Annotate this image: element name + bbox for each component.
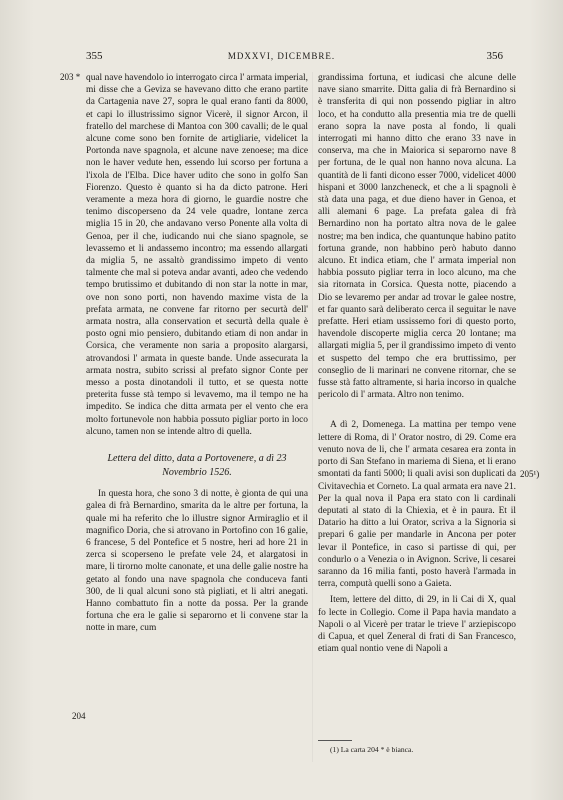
page-header (0, 50, 563, 68)
margin-folio-205: 205¹) (520, 469, 540, 479)
margin-folio-203: 203 * (60, 72, 81, 82)
footnote-rule (318, 740, 352, 741)
right-paragraph-3: Item, lettere del ditto, di 29, in li Cai di X, qual fo lecte in Collegio. Come il Papa havia mandato a Napoli o al Vicerè per tratar le trieve l' arziepiscopo di Capua, et quel Zeneral di frati di San Francesco, etiam qual nontio vene di Napoli a (318, 595, 516, 655)
running-title: MDXXVI, DICEMBRE. (227, 51, 336, 61)
page-number-right: 356 (486, 50, 503, 62)
left-paragraph-2: In questa hora, che sono 3 di notte, è gionta de qui una galea di frà Bernardino, smarita da le altre per fortuna, la quale mi ha referito che lo illustre signor Armiraglio et il magnifico Doria, che si atrovano in Portofino con 16 galie, 6 francese, 5 del Pontefice et 5 nostre, heri ad hore 21 in zerca si scoperseno le prefate vele 24, et alargatosi in mare, li tirorno molte canonate, et una delle galie nostre ha getato al fondo una nave spagnola che conduceva fanti 300, de li qual alcuni sono stà pigliati, et li altri anegati. Hanno combattuto fin a notte da possa. Per la grande fortuna che era le galie si separorno et li convene star la notte in mare, cum (86, 489, 308, 634)
footnote: (1) La carta 204 * è bianca. (330, 745, 414, 754)
letter-heading: Lettera del ditto, data a Portovenere, a dì 23 Novembrio 1526. (107, 453, 287, 479)
page-number-left: 355 (86, 50, 103, 62)
column-divider (312, 72, 313, 762)
margin-folio-204: 204 (72, 711, 86, 721)
right-column (318, 72, 516, 655)
right-paragraph-1: grandissima fortuna, et iudicasi che alcune delle nave siano smarrite. Ditta galia di frà Bernardino si è transferita di qui non possendo pigliar in altro loco, et ha condutto alla presentia mia tre de quelli erano sopra la nave posta al fondo, li quali interrogati mi hanno ditto che erano 33 nave in conserva, ma che in Maiorica si separorno nave 8 per fortuna, de le qual non hanno nova alcuna. La quantità de li fanti dicono esser 7000, videlicet 4000 hispani et 3000 lanzcheneck, et che a li spagnoli è stà data una paga, et due dieno haver in Genoa, et alli alemani 6 page. La prefata galea di frà Bernardino non ha portato altra nova de le galee nostre; ma ben indica, che quantunque habino patito fortuna grande, non habbino però habuto danno alcuno. Et indica etiam, che l' armata imperial non habbia possuto pigliar terra in loco alcuno, ma che sia ritornata in Corsica. Questa notte, piacendo a Dio se levaremo per andar ad trovar le galee nostre, et far quanto sarà deliberato cerca il seguitar le nave prefatte. Heri etiam ussissemo fori di questo porto, havendole discoperte miglia cerca 20 lontane; ma allargati miglia 5, per il grandissimo impeto di vento et suspetto del tempo che era bruttissimo, per conseglio de li marinari ne convene ritornar, che se fusse stà fatto altramente, si haria incorso in qualche pericolo di l' armata. Altro non tenimo. (318, 73, 516, 401)
left-column (86, 72, 308, 635)
right-paragraph-2: A dì 2, Domenega. La mattina per tempo vene lettere di Roma, di l' Orator nostro, di 29. Come era venuto nova de li, che l' armata cesarea era zonta in porto di San Stefano in mariema di Siena, et li erano smontati da fanti 5000; li quali avisi son duplicati da Civitavechia et Corneto. La qual armata era nave 21. Per la qual nova il Papa era stato con li cardinali deputati al stato di la Chiexia, et è in paura. Et il Datario ha ditto a lui Orator, scriva a la Signoria si prepari 6 galie per mandarle in Ancona per poter levar il Pontefice, in caso si partisse di qui, per condurlo o a Venezia o in Avignon. Scrive, li cesarei saranno da 16 milia fanti, posto haverà l'armada in terra, computà quelli sono a Gaieta. (318, 420, 516, 590)
left-paragraph-1: qual nave havendolo io interrogato circa l' armata imperial, mi disse che a Geviza se havevano ditto che erano partite da Cartagenia nave 27, sopra le qual erano fanti da 8000, et capi lo illustrissimo signor Vicerè, il signor Arcon, il fratello del marchese di Mantoa con 300 cavalli; de le qual alcune come sono ben fornite de artigliarie, videlicet la Portonda nave spagnola, et alcune nave zenoese; ma dice non le haver vedute hen, essendo lui scorso per fortuna a l'ixola de l'Elba. Dice haver udito che sono in golfo San Fiorenzo. Questo è quanto si ha da dicto patrone. Heri veramente a meza hora di giorno, le guardie nostre che tenimo discoperseno da 24 vele quadre, lontane zerca miglia 15 in 20, che andavano verso Ponente alla volta di Genoa, per il che, iudicando nui che siano spagnole, se levassemo et li andassemo incontro; ma essendo allargati da miglia 5, ne assaltò grandissimo impeto di vento talmente che mal si poteva andar avanti, adeo che vedendo tempo brutissimo et dubitando di non star la notte in mar, ove non sono porti, non havendo maxime vista de la prefata armata, ne convene far ritorno per securtà dell' armata nostra, alla conservation et securtà della quale è posto ogni mio pensiero, dubitando etiam di non andar in Corsica, che veramente non saria a proposito alargarsi, atrovandosi l' armata in queste bande. Unde assecurata la armata nostra, subito scrissi al prefato signor Conte per messo a posta dinotandoli il tutto, et se questa notte preterita fusse stà tempo si levavemo, ma il tempo ne ha impedito. Se indica che ditta armata per el vento che era molto fortunevole non habbia possuto pigliar porto in loco alcuno, tamen non se intende altro di quella. (86, 73, 308, 437)
